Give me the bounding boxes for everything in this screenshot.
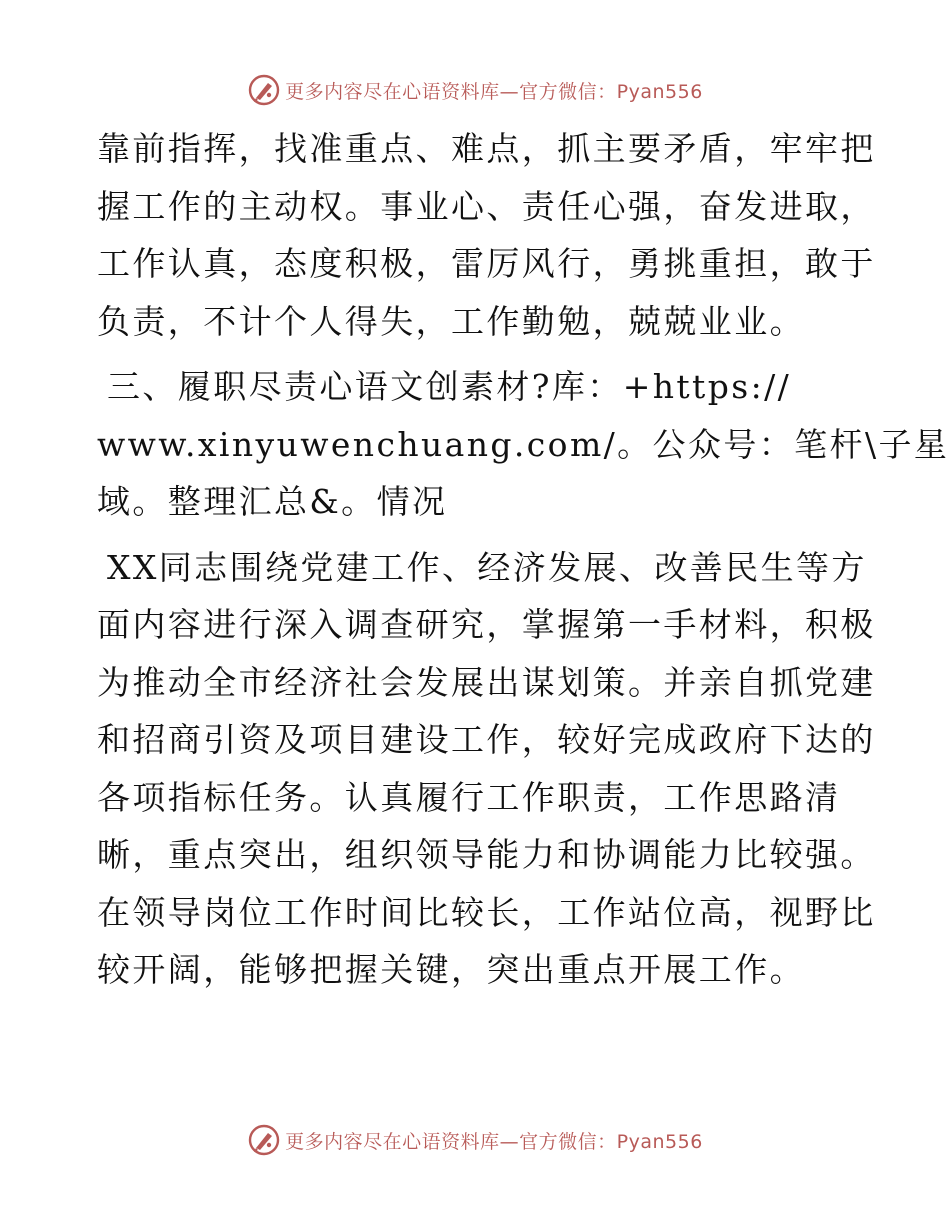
footer-banner xyxy=(0,1120,950,1160)
text-line: 在领导岗位工作时间比较长，工作站位高，视野比 xyxy=(97,892,876,932)
text-line: 三、履职尽责心语文创素材?库：+https:// xyxy=(107,367,792,406)
text-line: 工作认真，态度积极，雷厉风行，勇挑重担，敢于 xyxy=(97,244,876,283)
pen-logo-icon xyxy=(247,73,281,107)
paragraph-2-heading xyxy=(97,358,950,531)
paragraph-1 xyxy=(97,120,876,350)
text-line: 和招商引资及项目建设工作，较好完成政府下达的 xyxy=(97,720,876,759)
text-line: www.xinyuwenchuang.com/。公众号：笔杆\子星 xyxy=(97,424,950,464)
text-line: 晰，重点突出，组织领导能力和协调能力比较强。 xyxy=(97,835,876,874)
text-line: 为推动全市经济社会发展出谋划策。并亲自抓党建 xyxy=(97,662,876,702)
text-line: 靠前指挥，找准重点、难点，抓主要矛盾，牢牢把 xyxy=(97,129,876,168)
pen-logo-icon xyxy=(247,1123,281,1157)
text-line: 握工作的主动权。事业心、责任心强，奋发进取， xyxy=(97,186,876,226)
header-banner xyxy=(0,70,950,110)
text-line: XX同志围绕党建工作、经济发展、改善民生等方 xyxy=(107,547,867,587)
text-line: 负责，不计个人得失，工作勤勉，兢兢业业。 xyxy=(97,301,805,341)
text-line: 各项指标任务。认真履行工作职责，工作思路清 xyxy=(97,777,841,817)
text-line: 域。整理汇总&。情况 xyxy=(97,482,448,521)
document-body xyxy=(97,120,950,999)
text-line: 较开阔，能够把握关键，突出重点开展工作。 xyxy=(97,950,805,989)
paragraph-3 xyxy=(97,539,876,999)
text-line: 面内容进行深入调查研究，掌握第一手材料，积极 xyxy=(97,605,876,644)
footer-banner-text: 更多内容尽在心语资料库—官方微信：Pyan556 xyxy=(285,1130,703,1153)
header-banner-text: 更多内容尽在心语资料库—官方微信：Pyan556 xyxy=(285,80,703,103)
